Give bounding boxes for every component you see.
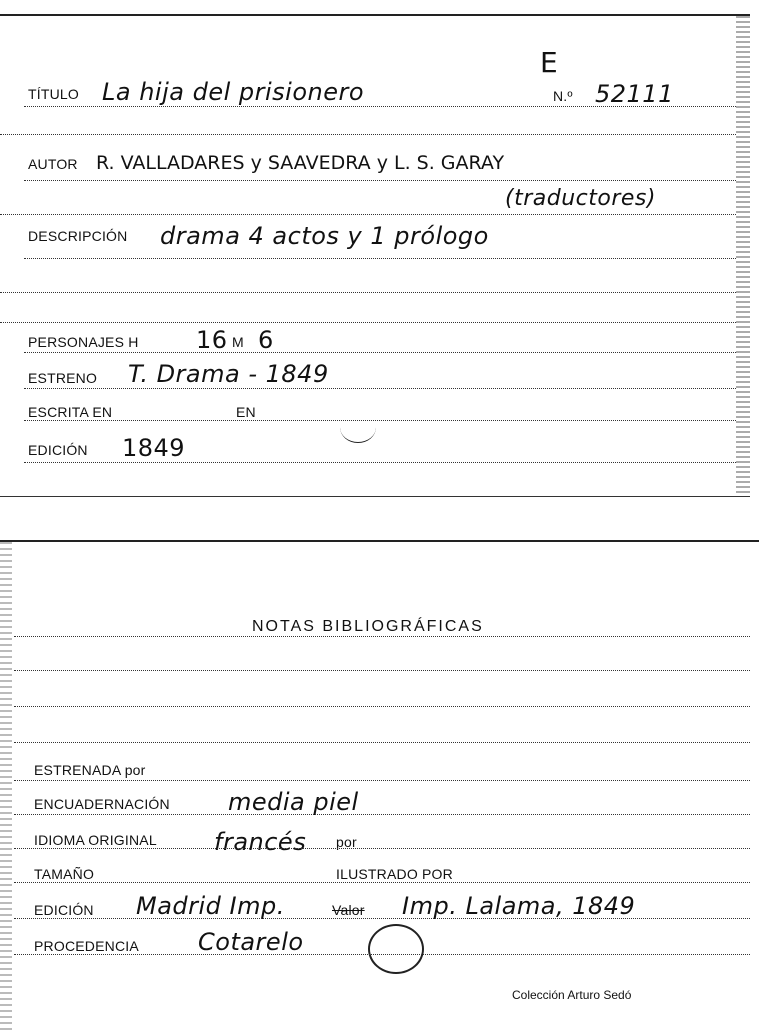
estreno-label: ESTRENO — [28, 370, 98, 386]
personajes-rule — [24, 352, 736, 353]
tamano-label: TAMAÑO — [34, 866, 95, 882]
titulo-rule — [24, 106, 736, 107]
row-rule — [0, 214, 736, 215]
descripcion-rule — [24, 258, 736, 259]
descripcion-value: drama 4 actos y 1 prólogo — [160, 222, 489, 250]
row-rule — [0, 292, 736, 293]
procedencia-value: Cotarelo — [198, 928, 304, 956]
row-rule — [14, 742, 750, 743]
corner-mark: E — [540, 46, 559, 79]
escrita-label: ESCRITA EN — [28, 404, 113, 420]
autor-rule — [24, 180, 736, 181]
titulo-value: La hija del prisionero — [102, 78, 365, 106]
numero-label: N.º — [553, 88, 573, 104]
numero-value: 52111 — [595, 80, 674, 108]
procedencia-label: PROCEDENCIA — [34, 938, 139, 954]
edicion2-value-a: Madrid Imp. — [136, 892, 285, 920]
encuadernacion-value: media piel — [228, 788, 359, 816]
stamp-mark — [340, 412, 376, 443]
coleccion-credit: Colección Arturo Sedó — [512, 988, 632, 1002]
autor-label: AUTOR — [28, 156, 78, 172]
estrenada-rule — [14, 780, 750, 781]
autor-note: (traductores) — [505, 186, 656, 211]
idioma-value: francés — [214, 828, 307, 856]
catalog-card-front — [0, 14, 750, 497]
row-rule — [14, 706, 750, 707]
encuadernacion-label: ENCUADERNACIÓN — [34, 796, 170, 812]
catalog-card-back — [0, 540, 759, 1030]
card-edge — [0, 542, 12, 1030]
personajes-m-label: M — [232, 334, 244, 350]
edicion-label: EDICIÓN — [28, 442, 88, 458]
row-rule — [0, 322, 736, 323]
edicion-rule — [24, 462, 736, 463]
notas-heading: NOTAS BIBLIOGRÁFICAS — [252, 618, 484, 635]
titulo-label: TÍTULO — [28, 86, 79, 102]
edicion2-value-b: Imp. Lalama, 1849 — [402, 892, 636, 920]
idioma-por-label: por — [336, 834, 357, 850]
encuadernacion-rule — [14, 814, 750, 815]
procedencia-rule — [14, 954, 750, 955]
edicion-value: 1849 — [122, 434, 186, 462]
library-stamp — [368, 924, 424, 974]
idioma-label: IDIOMA ORIGINAL — [34, 832, 157, 848]
idioma-rule — [14, 848, 750, 849]
edicion2-label: EDICIÓN — [34, 902, 94, 918]
personajes-m-value: 6 — [258, 326, 274, 354]
personajes-h-value: 16 — [196, 326, 228, 354]
row-rule — [14, 636, 750, 637]
row-rule — [14, 670, 750, 671]
card-edge — [736, 16, 750, 496]
escrita-en-label: EN — [236, 404, 256, 420]
edicion2-rule — [14, 918, 750, 919]
tamano-rule — [14, 882, 750, 883]
ilustrado-label: ILUSTRADO POR — [336, 866, 453, 882]
row-rule — [0, 134, 736, 135]
edicion2-struck: Valor — [332, 902, 365, 918]
estrenada-label: ESTRENADA por — [34, 762, 146, 778]
estreno-rule — [24, 388, 736, 389]
autor-value: R. VALLADARES y SAAVEDRA y L. S. GARAY — [96, 152, 505, 174]
escrita-rule — [24, 420, 736, 421]
estreno-value: T. Drama - 1849 — [128, 360, 329, 388]
personajes-label: PERSONAJES H — [28, 334, 139, 350]
descripcion-label: DESCRIPCIÓN — [28, 228, 128, 244]
